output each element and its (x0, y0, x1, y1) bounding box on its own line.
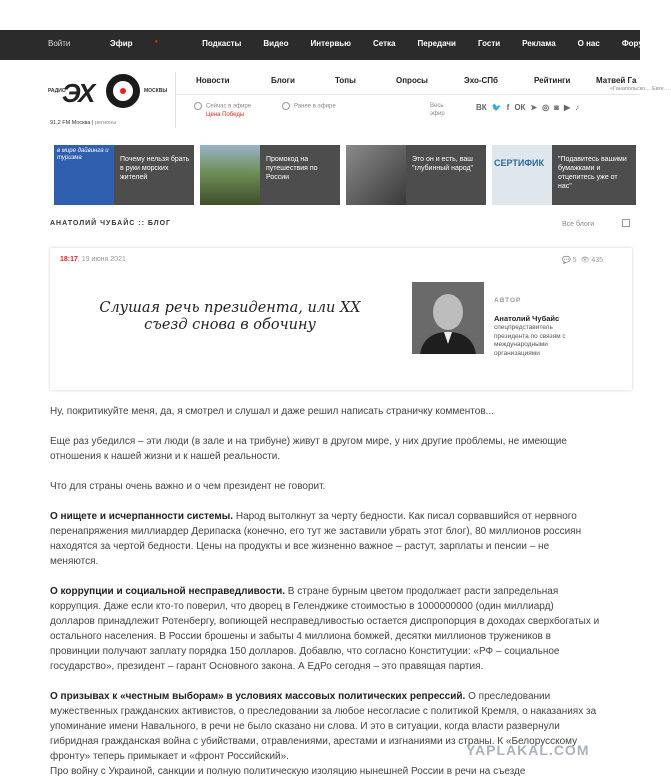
earlier-on-air[interactable] (282, 102, 336, 111)
nav-podcasts[interactable]: Подкасты (202, 39, 242, 48)
paragraph-heading: О нищете и исчерпанности системы. (50, 511, 234, 522)
header-nav-blogs[interactable]: Блоги (271, 76, 295, 85)
header-divider (175, 72, 176, 128)
author-role: спецпредставитель президента по связям с международными организациями (494, 324, 566, 357)
promo-card-1[interactable] (54, 145, 194, 205)
post-time: 18:17 (60, 256, 78, 263)
post-meta (60, 256, 126, 263)
facebook-icon[interactable]: f (506, 103, 510, 112)
post-title: Слушая речь президента, или XX съезд снова в обочину (99, 300, 361, 333)
promo-thumb-4-text: СЕРТИФИК (494, 158, 544, 168)
promo-card-2[interactable] (200, 145, 340, 205)
promo-thumb-1-text: в мире дайвинга и туризма (57, 148, 109, 161)
print-icon[interactable] (622, 219, 630, 227)
all-efir-link[interactable]: Весь эфир (430, 103, 445, 117)
promo-strip (54, 145, 636, 205)
paragraph-text: Народ вытолкнут за черту бедности. Как писал сорвавшийся от нервного перенапряжения миллиардер Дерипаска (конечно, его тут же заставили убрать этот блог), 80 миллионов россиян находятся за чертой бедности. Цены на продукты и все жизненно важное – растут, зарплаты и пенсии – не меняются. (50, 511, 582, 567)
top-navigation-bar (0, 30, 649, 60)
nav-programs[interactable]: Передачи (417, 39, 456, 48)
article-paragraph (50, 584, 600, 674)
rss-icon[interactable]: ◙ (554, 103, 559, 112)
paragraph-text: В стране бурным цветом продолжает расти запредельная коррупция. Даже если кто-то поверил, что дворец в Геленджике стоимостью в 1000000000 (один миллиард) долларов принадлежит Ротенбергу, вопиющей несправедливостью остается диспропорция в доходах сверхбогатых и остального населения. В России брошены и забыты 4 миллиона бомжей, десятки миллионов тружеников в провинции получают заплату порядка 150 долларов. Добавлю, что согласно Конституции: «РФ – социальное государство», президент – гарант Основного закона. А ЕдРо сегодня – это правящая партия. (50, 586, 600, 672)
nav-about[interactable]: О нас (577, 39, 600, 48)
promo-thumb-2 (200, 145, 260, 205)
article-paragraph: Еще раз убедился – эти люди (в зале и на трибуне) живут в другом мире, у них другие проблемы, не имеющие отношения к нашей жизни и к нашей реальности. (50, 436, 567, 462)
paragraph-heading: О коррупции и социальной несправедливости. (50, 586, 286, 597)
social-icons (476, 103, 579, 112)
author-photo-image (412, 282, 484, 354)
post-stats (562, 256, 603, 264)
header-nav-news[interactable]: Новости (196, 76, 230, 85)
nav-guests[interactable]: Гости (477, 39, 501, 48)
echo-logo[interactable] (48, 68, 168, 126)
header-nav-spb[interactable]: Эхо-СПб (464, 76, 498, 85)
promo-card-4[interactable] (492, 145, 636, 205)
login-link[interactable]: Войти (48, 39, 71, 48)
promo-thumb-4 (492, 145, 552, 205)
twitter-icon[interactable]: 🐦 (491, 103, 502, 112)
promo-thumb-1 (54, 145, 114, 205)
top-nav (110, 39, 671, 48)
tiktok-icon[interactable]: ♪ (575, 103, 580, 112)
header-nav-matvey[interactable]: Матвей Га (596, 76, 637, 85)
comments-count[interactable]: 5 (572, 257, 577, 264)
nav-forum[interactable]: Форум (621, 39, 649, 48)
promo-card-2-text: Промокод на путешествия по России (266, 156, 318, 181)
logo-moscow-text: МОСКВЫ (144, 88, 168, 94)
nav-ads[interactable]: Реклама (522, 39, 556, 48)
nav-efir[interactable] (110, 39, 180, 48)
frequency-text: 91,2 FM Москва (50, 120, 91, 126)
header-nav-polls[interactable]: Опросы (396, 76, 429, 85)
play-icon (282, 102, 290, 110)
nav-efir-label: Эфир (110, 39, 133, 48)
post-card (50, 248, 632, 390)
comments-icon[interactable]: 💬 (562, 257, 571, 264)
logo-ekh-text: ЭХ (62, 78, 94, 108)
paragraph-heading: О призывах к «честным выборам» в условиях массовых политических репрессий. (50, 691, 466, 702)
site-header (0, 60, 670, 130)
regions-link[interactable]: регионы (94, 120, 117, 126)
article-paragraph (50, 509, 600, 569)
nav-video[interactable]: Видео (263, 39, 289, 48)
views-count: 435 (591, 257, 603, 264)
logo-frequency: 91,2 FM Москва | регионы (50, 120, 117, 126)
author-photo[interactable] (412, 282, 484, 354)
youtube-icon[interactable]: ▶ (563, 103, 571, 112)
article-paragraph: Что для страны очень важно и о чем президент не говорит. (50, 481, 326, 492)
promo-card-3-text: Это он и есть, ваш "глубинный народ" (412, 156, 474, 172)
watermark-logo: YAPLAKAL.COM (466, 742, 590, 758)
live-label: Сейчас в эфире (206, 103, 252, 110)
header-nav-tops[interactable]: Топы (335, 76, 356, 85)
live-dot-icon: ● (154, 39, 159, 45)
promo-thumb-3 (346, 145, 406, 205)
post-date: , 19 июня 2021 (77, 256, 126, 263)
earlier-label: Ранее в эфире (294, 103, 336, 110)
live-show[interactable]: Цена Победы (206, 111, 245, 118)
author-name[interactable]: Анатолий Чубайс (494, 314, 560, 323)
telegram-icon[interactable]: ➤ (530, 103, 538, 112)
article-paragraph: Ну, покритикуйте меня, да, я смотрел и слушал и даже решил написать страничку комментов... (50, 406, 494, 417)
nav-interview[interactable]: Интервью (310, 39, 352, 48)
views-icon: 👁 (580, 257, 590, 264)
all-blogs-link[interactable]: Все блоги (562, 221, 595, 228)
promo-card-3[interactable] (346, 145, 486, 205)
author-label: АВТОР (494, 297, 522, 304)
paragraph-text: О преследовании мужественных гражданских активистов, о преследовании за любое несогласие с политикой Кремля, о наказаниях за упоминание имени Навального, в речи не было сказано ни слова. И это в ситуации, когда власти развернули гибридная гражданская война с убийствами, отравлениями, арестами и изгнаниями из страны. К «Белорусскому фронту» теперь примыкает и «фронт Российский». (50, 691, 597, 762)
live-now[interactable] (194, 102, 251, 119)
nav-grid[interactable]: Сетка (373, 39, 396, 48)
article-paragraph: Про войну с Украиной, санкции и полную политическую изоляцию нынешней России в речи на съезде (50, 766, 526, 777)
ok-icon[interactable]: ОК (514, 103, 526, 112)
promo-card-4-text: "Подавитесь вашими бумажками и отцепитесь уже от нас" (558, 156, 627, 190)
header-nav-ratings[interactable]: Рейтинги (534, 76, 571, 85)
header-nav-divider (176, 94, 640, 95)
logo-o-icon (106, 74, 140, 108)
instagram-icon[interactable]: ◎ (542, 103, 550, 112)
logo-radio-text: РАДИО (48, 88, 66, 94)
vk-icon[interactable]: ВК (476, 103, 487, 112)
promo-card-1-text: Почему нельзя брать в руки морских жителей (120, 156, 190, 181)
blog-heading[interactable]: АНАТОЛИЙ ЧУБАЙС :: БЛОГ (50, 220, 172, 227)
header-nav-subtitle: «Ганапольско… Евге… (610, 86, 670, 92)
play-icon (194, 102, 202, 110)
